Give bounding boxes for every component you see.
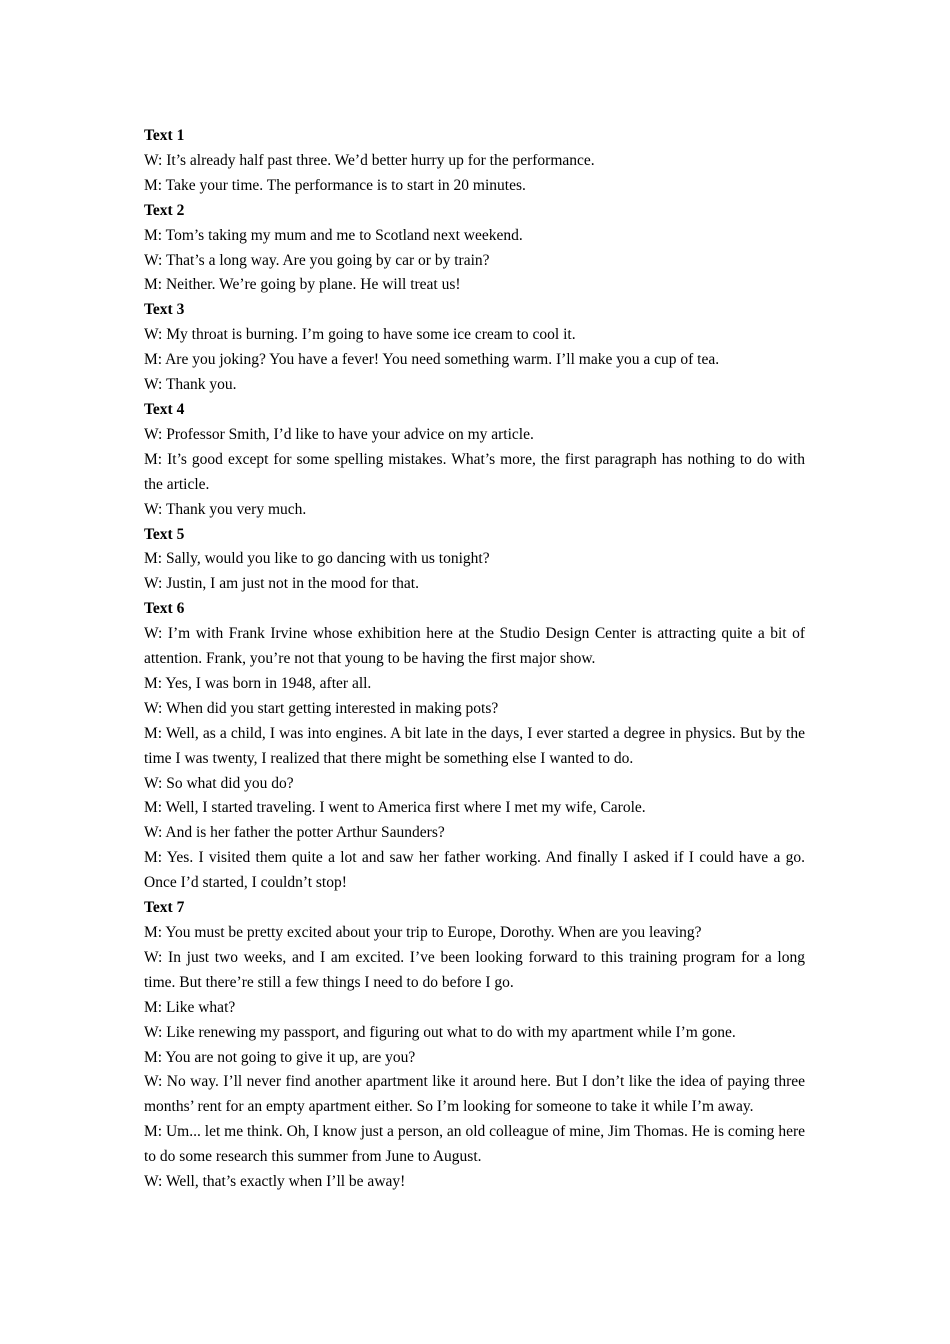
dialogue-line: M: Um... let me think. Oh, I know just a person, an old colleague of mine, Jim Thomas. He is coming here to do some research this summer from June to August. <box>144 1123 805 1166</box>
dialogue-line: M: Take your time. The performance is to start in 20 minutes. <box>144 176 526 194</box>
dialogue-line: M: You must be pretty excited about your trip to Europe, Dorothy. When are you leaving? <box>144 924 702 941</box>
dialogue-line: W: In just two weeks, and I am excited. I’ve been looking forward to this training program for a long time. But there’re still a few things I need to do before I go. <box>144 948 805 991</box>
dialogue-line: W: Professor Smith, I’d like to have your advice on my article. <box>144 425 534 443</box>
dialogue-line: M: Like what? <box>144 998 236 1016</box>
section-title-text-5: Text 5 <box>144 525 185 543</box>
section-title-text-2: Text 2 <box>144 201 185 219</box>
dialogue-line: W: And is her father the potter Arthur Saunders? <box>144 824 445 842</box>
dialogue-line: M: Sally, would you like to go dancing with us tonight? <box>144 550 490 568</box>
document-page <box>144 124 805 1195</box>
dialogue-line: W: It’s already half past three. We’d better hurry up for the performance. <box>144 151 595 169</box>
dialogue-line: W: Thank you. <box>144 376 237 394</box>
section-title-text-1: Text 1 <box>144 127 185 144</box>
dialogue-line: M: Neither. We’re going by plane. He will treat us! <box>144 276 461 294</box>
dialogue-line: M: Well, as a child, I was into engines. A bit late in the days, I ever started a degree in physics. But by the time I was twenty, I realized that there might be something else I wanted to do. <box>144 724 805 767</box>
section-title-text-6: Text 6 <box>144 600 185 618</box>
dialogue-line: W: I’m with Frank Irvine whose exhibition here at the Studio Design Center is attracting quite a bit of attention. Frank, you’re not that young to be having the first major show. <box>144 625 805 668</box>
dialogue-line: M: Tom’s taking my mum and me to Scotland next weekend. <box>144 226 523 244</box>
section-title-text-3: Text 3 <box>144 301 185 319</box>
dialogue-line: W: That’s a long way. Are you going by car or by train? <box>144 251 490 269</box>
dialogue-line: W: So what did you do? <box>144 774 294 792</box>
dialogue-line: M: Yes. I visited them quite a lot and saw her father working. And finally I asked if I could have a go. Once I’d started, I couldn’t stop! <box>144 849 805 892</box>
dialogue-line: M: You are not going to give it up, are you? <box>144 1048 416 1066</box>
dialogue-line: W: When did you start getting interested in making pots? <box>144 699 499 717</box>
dialogue-line: M: Yes, I was born in 1948, after all. <box>144 674 372 692</box>
dialogue-line: W: No way. I’ll never find another apartment like it around here. But I don’t like the idea of paying three months’ rent for an empty apartment either. So I’m looking for someone to take it while I’m away. <box>144 1073 805 1116</box>
dialogue-line: M: Are you joking? You have a fever! You need something warm. I’ll make you a cup of tea. <box>144 351 720 369</box>
section-title-text-7: Text 7 <box>144 899 185 917</box>
dialogue-line: M: It’s good except for some spelling mistakes. What’s more, the first paragraph has nothing to do with the article. <box>144 450 805 493</box>
dialogue-line: W: Well, that’s exactly when I’ll be away! <box>144 1173 406 1191</box>
dialogue-line: W: Justin, I am just not in the mood for that. <box>144 575 419 593</box>
dialogue-line: M: Well, I started traveling. I went to America first where I met my wife, Carole. <box>144 799 646 817</box>
dialogue-line: W: My throat is burning. I’m going to have some ice cream to cool it. <box>144 326 576 344</box>
dialogue-line: W: Thank you very much. <box>144 500 307 518</box>
section-title-text-4: Text 4 <box>144 400 185 418</box>
dialogue-line: W: Like renewing my passport, and figuring out what to do with my apartment while I’m gone. <box>144 1023 736 1041</box>
